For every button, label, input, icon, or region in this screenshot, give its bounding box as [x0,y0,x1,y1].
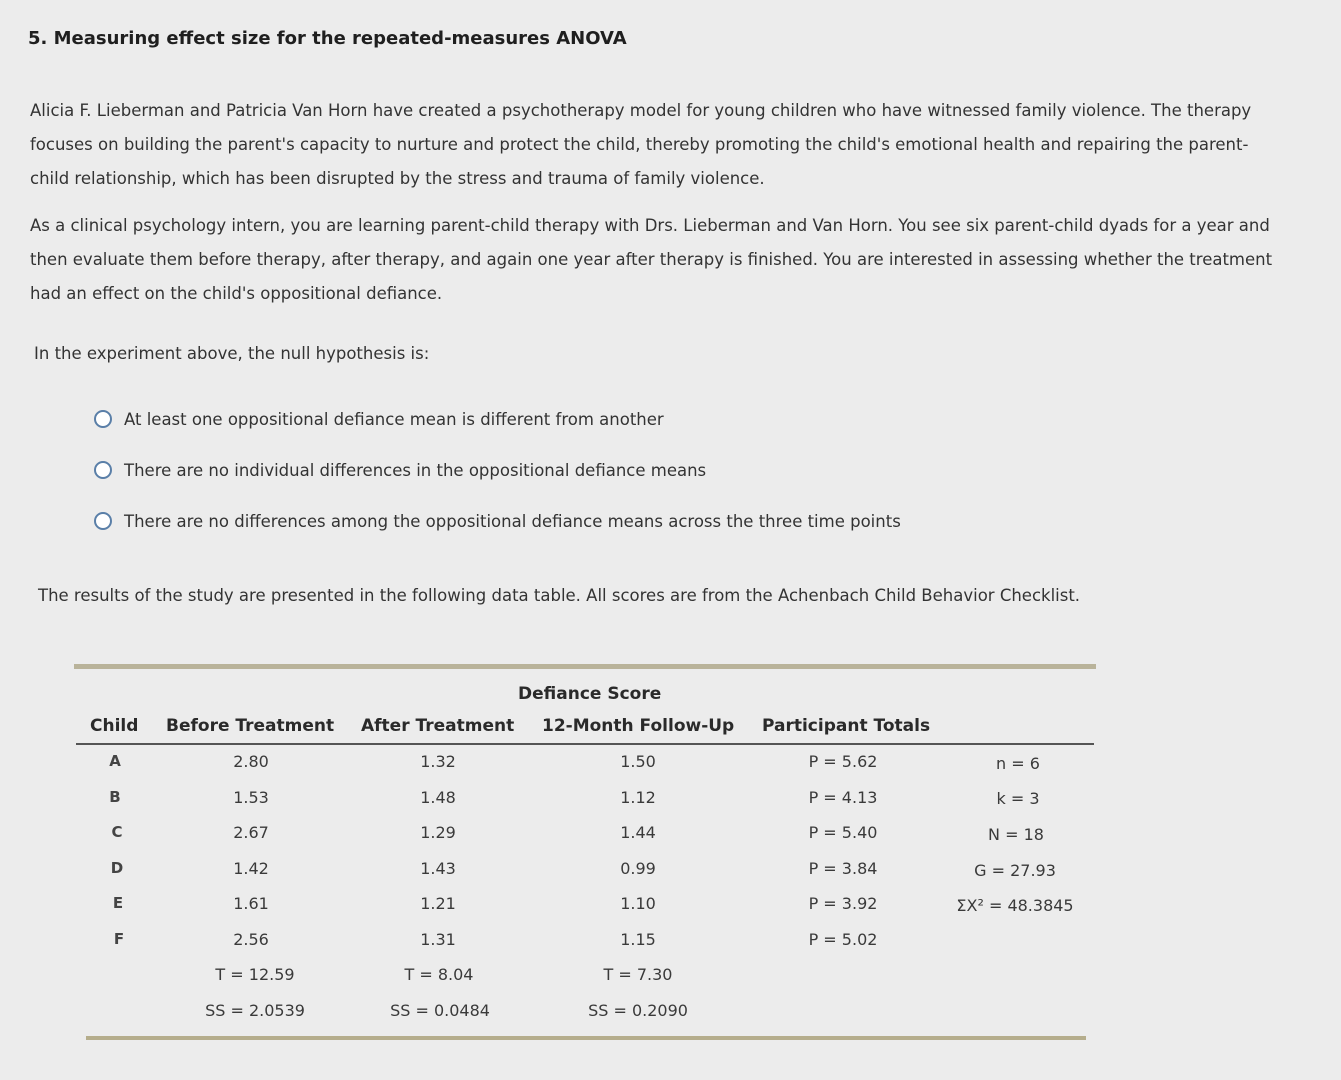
table-cell-child: A [109,752,121,770]
paragraph-line: had an effect on the child's oppositional defiance. [30,284,443,303]
answer-option-1[interactable] [94,406,901,432]
table-cell-before: 2.67 [233,823,269,842]
paragraph-scenario [30,209,1325,311]
table-cell-child: D [110,859,124,877]
table-cell-before: 1.61 [233,894,269,913]
answer-option-label: There are no individual differences in the oppositional defiance means [124,460,707,480]
table-cell-after: 1.21 [420,894,456,913]
table-cell-child: E [112,894,124,912]
table-cell-followup: 0.99 [620,859,656,878]
answer-option-2[interactable] [94,457,901,483]
table-bottom-rule [86,1036,1086,1040]
table-cell-before: 2.56 [233,930,269,949]
header-child: Child [90,716,139,736]
table-cell-before: 2.80 [233,752,269,771]
column-group-header: Defiance Score [518,684,662,704]
paragraph-line: child relationship, which has been disrupted by the stress and trauma of family violence. [30,169,765,188]
table-cell-child: C [111,823,123,841]
paragraph-line: Alicia F. Lieberman and Patricia Van Horn have created a psychotherapy model for young children who have witnessed family violence. The therapy [30,101,1252,120]
table-cell-total: P = 5.62 [808,752,878,771]
table-cell-after: 1.43 [420,859,456,878]
table-cell-after: 1.32 [420,752,456,771]
table-cell-before: 1.53 [233,788,269,807]
column-total-before: T = 12.59 [215,965,295,984]
stat-k: k = 3 [996,789,1040,808]
column-total-after: T = 8.04 [404,965,474,984]
column-total-followup: T = 7.30 [603,965,673,984]
paragraph-line: then evaluate them before therapy, after therapy, and again one year after therapy is finished. You are interested in assessing whether the treatment [30,250,1273,269]
radio-button-icon[interactable] [94,461,112,479]
table-cell-child: F [113,930,125,948]
table-cell-total: P = 5.02 [808,930,878,949]
table-cell-followup: 1.12 [620,788,656,807]
stat-sum-x-squared: ΣX² = 48.3845 [956,896,1074,915]
question-prompt: In the experiment above, the null hypothesis is: [34,344,430,363]
table-cell-after: 1.48 [420,788,456,807]
column-ss-after: SS = 0.0484 [390,1001,490,1020]
header-divider [76,743,1094,745]
table-cell-followup: 1.44 [620,823,656,842]
table-cell-child: B [109,788,121,806]
radio-button-icon[interactable] [94,512,112,530]
table-cell-total: P = 3.92 [808,894,878,913]
table-cell-before: 1.42 [233,859,269,878]
table-cell-followup: 1.10 [620,894,656,913]
table-cell-followup: 1.15 [620,930,656,949]
question-title: 5. Measuring effect size for the repeated-measures ANOVA [28,28,627,49]
table-top-rule [74,664,1096,669]
answer-option-label: At least one oppositional defiance mean is different from another [124,409,664,429]
stat-g: G = 27.93 [974,861,1056,880]
column-ss-followup: SS = 0.2090 [588,1001,688,1020]
paragraph-line: focuses on building the parent's capacity to nurture and protect the child, thereby promoting the child's emotional health and repairing the parent- [30,135,1249,154]
table-cell-total: P = 4.13 [808,788,878,807]
paragraph-background [30,94,1325,196]
header-followup: 12-Month Follow-Up [542,716,735,736]
table-cell-total: P = 3.84 [808,859,878,878]
table-cell-total: P = 5.40 [808,823,878,842]
table-cell-after: 1.31 [420,930,456,949]
stat-big-n: N = 18 [988,825,1044,844]
answer-options [94,406,901,559]
paragraph-line: As a clinical psychology intern, you are learning parent-child therapy with Drs. Lieberman and Van Horn. You see six parent-child dyads for a year and [30,216,1270,235]
radio-button-icon[interactable] [94,410,112,428]
column-ss-before: SS = 2.0539 [205,1001,305,1020]
table-cell-after: 1.29 [420,823,456,842]
stat-n: n = 6 [996,754,1040,773]
header-before: Before Treatment [166,716,335,736]
header-after: After Treatment [361,716,515,736]
table-cell-followup: 1.50 [620,752,656,771]
answer-option-3[interactable] [94,508,901,534]
results-intro: The results of the study are presented in the following data table. All scores are from the Achenbach Child Behavior Checklist. [38,586,1081,605]
header-totals: Participant Totals [762,716,931,736]
answer-option-label: There are no differences among the oppositional defiance means across the three time points [124,511,901,531]
